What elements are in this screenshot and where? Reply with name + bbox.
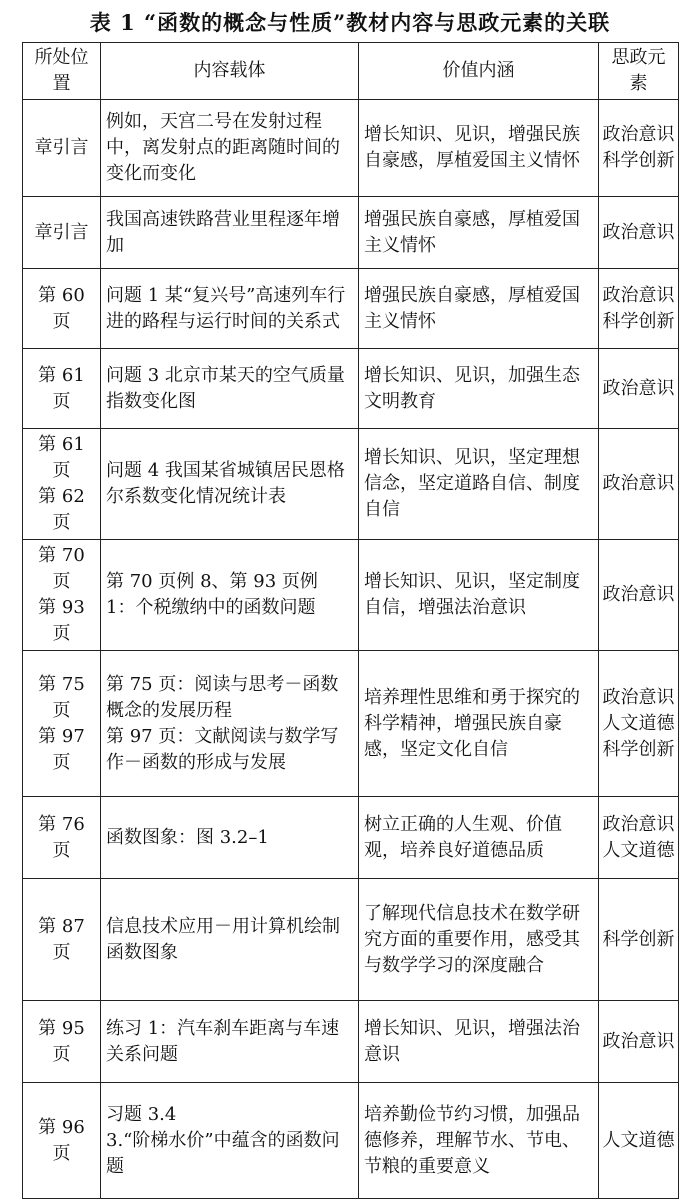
cell-value: 增长知识、见识，加强生态文明教育: [359, 349, 599, 429]
table-row: [23, 100, 679, 197]
cell-value: 增长知识、见识，坚定理想信念，坚定道路自信、制度自信: [359, 429, 599, 540]
content-line: 我国高速铁路营业里程逐年增加: [106, 208, 340, 256]
cell-location: [23, 879, 101, 1001]
cell-elements: [599, 540, 679, 651]
element-tag: 人文道德: [602, 839, 675, 861]
content-line: 习题 3.4: [106, 1103, 177, 1125]
element-tag: 政治意识: [602, 1030, 675, 1052]
cell-elements: [599, 1083, 679, 1199]
header-value: 价值内涵: [359, 43, 599, 100]
element-tag: 人文道德: [602, 712, 675, 734]
element-tag: 科学创新: [602, 928, 675, 950]
table-row: [23, 269, 679, 349]
location-line: 第 76 页: [38, 813, 85, 861]
cell-content: [101, 540, 359, 651]
element-tag: 政治意识: [602, 124, 675, 145]
cell-elements: [599, 269, 679, 349]
cell-value: 增长知识、见识，增强法治意识: [359, 1001, 599, 1083]
table-row: [23, 797, 679, 879]
cell-location: [23, 651, 101, 797]
location-line: 第 87 页: [38, 915, 85, 963]
content-line: 练习 1：汽车刹车距离与车速关系问题: [106, 1017, 340, 1065]
location-line: 第 60 页: [38, 284, 85, 332]
cell-location: [23, 197, 101, 269]
location-line: 第 95 页: [38, 1017, 85, 1065]
element-tag: 政治意识: [602, 813, 675, 835]
table-row: [23, 197, 679, 269]
cell-content: [101, 1083, 359, 1199]
element-tag: 科学创新: [602, 150, 675, 171]
cell-content: [101, 100, 359, 197]
location-line: 第 97 页: [38, 725, 85, 773]
cell-value: 增长知识、见识，坚定制度自信，增强法治意识: [359, 540, 599, 651]
cell-location: [23, 1001, 101, 1083]
cell-value: 增长知识、见识，增强民族自豪感，厚植爱国主义情怀: [359, 100, 599, 197]
element-tag: 政治意识: [602, 284, 675, 306]
cell-content: [101, 349, 359, 429]
element-tag: 人文道德: [602, 1129, 675, 1151]
location-line: 章引言: [34, 137, 89, 158]
element-tag: 政治意识: [602, 221, 675, 243]
location-line: 第 62 页: [38, 486, 85, 533]
content-line: 函数图象：图 3.2–1: [106, 826, 269, 848]
cell-value: 树立正确的人生观、价值观，培养良好道德品质: [359, 797, 599, 879]
location-line: 第 96 页: [38, 1116, 85, 1164]
header-elements: 思政元素: [599, 43, 679, 100]
location-line: 第 61 页: [38, 434, 85, 481]
cell-value: 了解现代信息技术在数学研究方面的重要作用，感受其与数学学习的深度融合: [359, 879, 599, 1001]
element-tag: 政治意识: [602, 473, 675, 494]
cell-elements: [599, 349, 679, 429]
header-content: 内容载体: [101, 43, 359, 100]
table-row: [23, 429, 679, 540]
header-location: 所处位置: [23, 43, 101, 100]
table-row: [23, 879, 679, 1001]
cell-location: [23, 349, 101, 429]
content-line: 例如，天宫二号在发射过程中，离发射点的距离随时间的变化而变化: [106, 111, 340, 184]
header-row: [23, 43, 679, 100]
cell-content: [101, 797, 359, 879]
cell-value: 培养勤俭节约习惯，加强品德修养，理解节水、节电、节粮的重要意义: [359, 1083, 599, 1199]
cell-content: [101, 1001, 359, 1083]
content-line: 问题 4 我国某省城镇居民恩格尔系数变化情况统计表: [106, 460, 345, 507]
cell-elements: [599, 429, 679, 540]
content-line: 信息技术应用－用计算机绘制函数图象: [106, 915, 340, 963]
cell-location: [23, 269, 101, 349]
content-line: 问题 3 北京市某天的空气质量指数变化图: [106, 364, 345, 412]
table-row: [23, 540, 679, 651]
location-line: 第 75 页: [38, 673, 85, 721]
location-line: 第 70 页: [38, 545, 85, 592]
location-line: 第 93 页: [38, 597, 85, 644]
cell-content: [101, 651, 359, 797]
cell-elements: [599, 651, 679, 797]
element-tag: 政治意识: [602, 377, 675, 399]
cell-location: [23, 429, 101, 540]
table-row: [23, 1001, 679, 1083]
cell-elements: [599, 797, 679, 879]
cell-elements: [599, 879, 679, 1001]
cell-location: [23, 540, 101, 651]
cell-elements: [599, 100, 679, 197]
table-row: [23, 1083, 679, 1199]
value-table: [22, 42, 679, 1199]
element-tag: 政治意识: [602, 584, 675, 605]
cell-value: 培养理性思维和勇于探究的科学精神，增强民族自豪感，坚定文化自信: [359, 651, 599, 797]
cell-content: [101, 429, 359, 540]
content-line: 第 97 页：文献阅读与数学写作－函数的形成与发展: [106, 725, 339, 773]
cell-content: [101, 879, 359, 1001]
element-tag: 政治意识: [602, 686, 675, 708]
cell-value: 增强民族自豪感，厚植爱国主义情怀: [359, 269, 599, 349]
location-line: 章引言: [34, 221, 89, 243]
content-line: 3.“阶梯水价”中蕴含的函数问题: [106, 1129, 340, 1177]
content-line: 第 75 页：阅读与思考－函数概念的发展历程: [106, 673, 339, 721]
table-row: [23, 651, 679, 797]
content-line: 问题 1 某“复兴号”高速列车行进的路程与运行时间的关系式: [106, 284, 346, 332]
cell-elements: [599, 1001, 679, 1083]
cell-location: [23, 100, 101, 197]
element-tag: 科学创新: [602, 310, 675, 332]
cell-content: [101, 269, 359, 349]
table-row: [23, 349, 679, 429]
cell-location: [23, 1083, 101, 1199]
cell-location: [23, 797, 101, 879]
table-caption: 表 1 “函数的概念与性质”教材内容与思政元素的关联: [89, 10, 611, 35]
content-line: 第 70 页例 8、第 93 页例 1：个税缴纳中的函数问题: [106, 571, 318, 618]
cell-elements: [599, 197, 679, 269]
location-line: 第 61 页: [38, 364, 85, 412]
element-tag: 科学创新: [602, 738, 675, 760]
cell-content: [101, 197, 359, 269]
cell-value: 增强民族自豪感，厚植爱国主义情怀: [359, 197, 599, 269]
